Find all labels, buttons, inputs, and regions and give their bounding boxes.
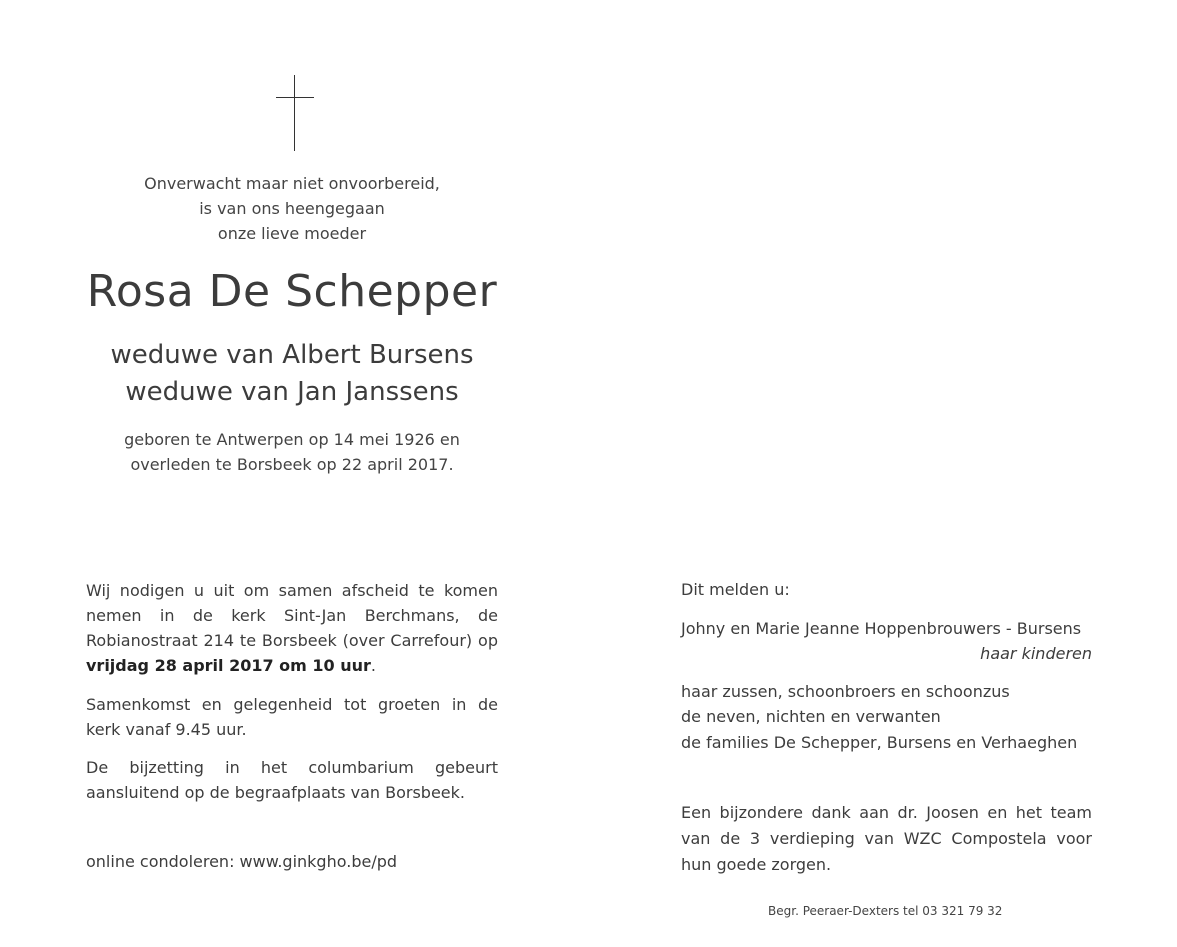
online-condolence: online condoleren: www.ginkgho.be/pd (86, 852, 398, 871)
invitation-text: Wij nodigen u uit om samen afscheid te komen nemen in de kerk Sint-Jan Berchmans, de Robianostraat 214 te Borsbeek (over Carrefour) op (86, 581, 498, 650)
birth-line: geboren te Antwerpen op 14 mei 1926 en (124, 430, 460, 449)
intro-line-3: onze lieve moeder (217, 224, 367, 243)
announce-intro: Dit melden u: (681, 580, 790, 599)
widow-line-2: weduwe van Jan Janssens (125, 377, 459, 407)
children-role: haar kinderen (980, 644, 1092, 663)
burial-paragraph: De bijzetting in het columbarium gebeurt aansluitend op de begraafplaats van Borsbeek. (86, 758, 498, 802)
funeral-director-footer: Begr. Peeraer-Dexters tel 03 321 79 32 (768, 904, 1003, 918)
invitation-paragraph (86, 578, 498, 678)
invitation-end: . (370, 656, 377, 675)
widow-line-1: weduwe van Albert Bursens (110, 340, 474, 370)
cross-icon-vertical (294, 75, 295, 151)
family-line-3: de families De Schepper, Bursens en Verhaeghen (681, 733, 1078, 752)
cross-icon-horizontal (276, 97, 314, 98)
death-line: overleden te Borsbeek op 22 april 2017. (130, 455, 454, 474)
family-line-1: haar zussen, schoonbroers en schoonzus (681, 682, 1010, 701)
children-names: Johny en Marie Jeanne Hoppenbrouwers - Bursens (681, 619, 1082, 638)
intro-line-1: Onverwacht maar niet onvoorbereid, (144, 174, 440, 193)
gathering-paragraph: Samenkomst en gelegenheid tot groeten in de kerk vanaf 9.45 uur. (86, 695, 498, 739)
intro-line-2: is van ons heengegaan (199, 199, 385, 218)
family-line-2: de neven, nichten en verwanten (681, 707, 941, 726)
service-datetime: vrijdag 28 april 2017 om 10 uur (86, 656, 371, 675)
thanks-paragraph: Een bijzondere dank aan dr. Joosen en het team van de 3 verdieping van WZC Compostela voor hun goede zorgen. (681, 803, 1092, 874)
deceased-name: Rosa De Schepper (86, 266, 498, 317)
